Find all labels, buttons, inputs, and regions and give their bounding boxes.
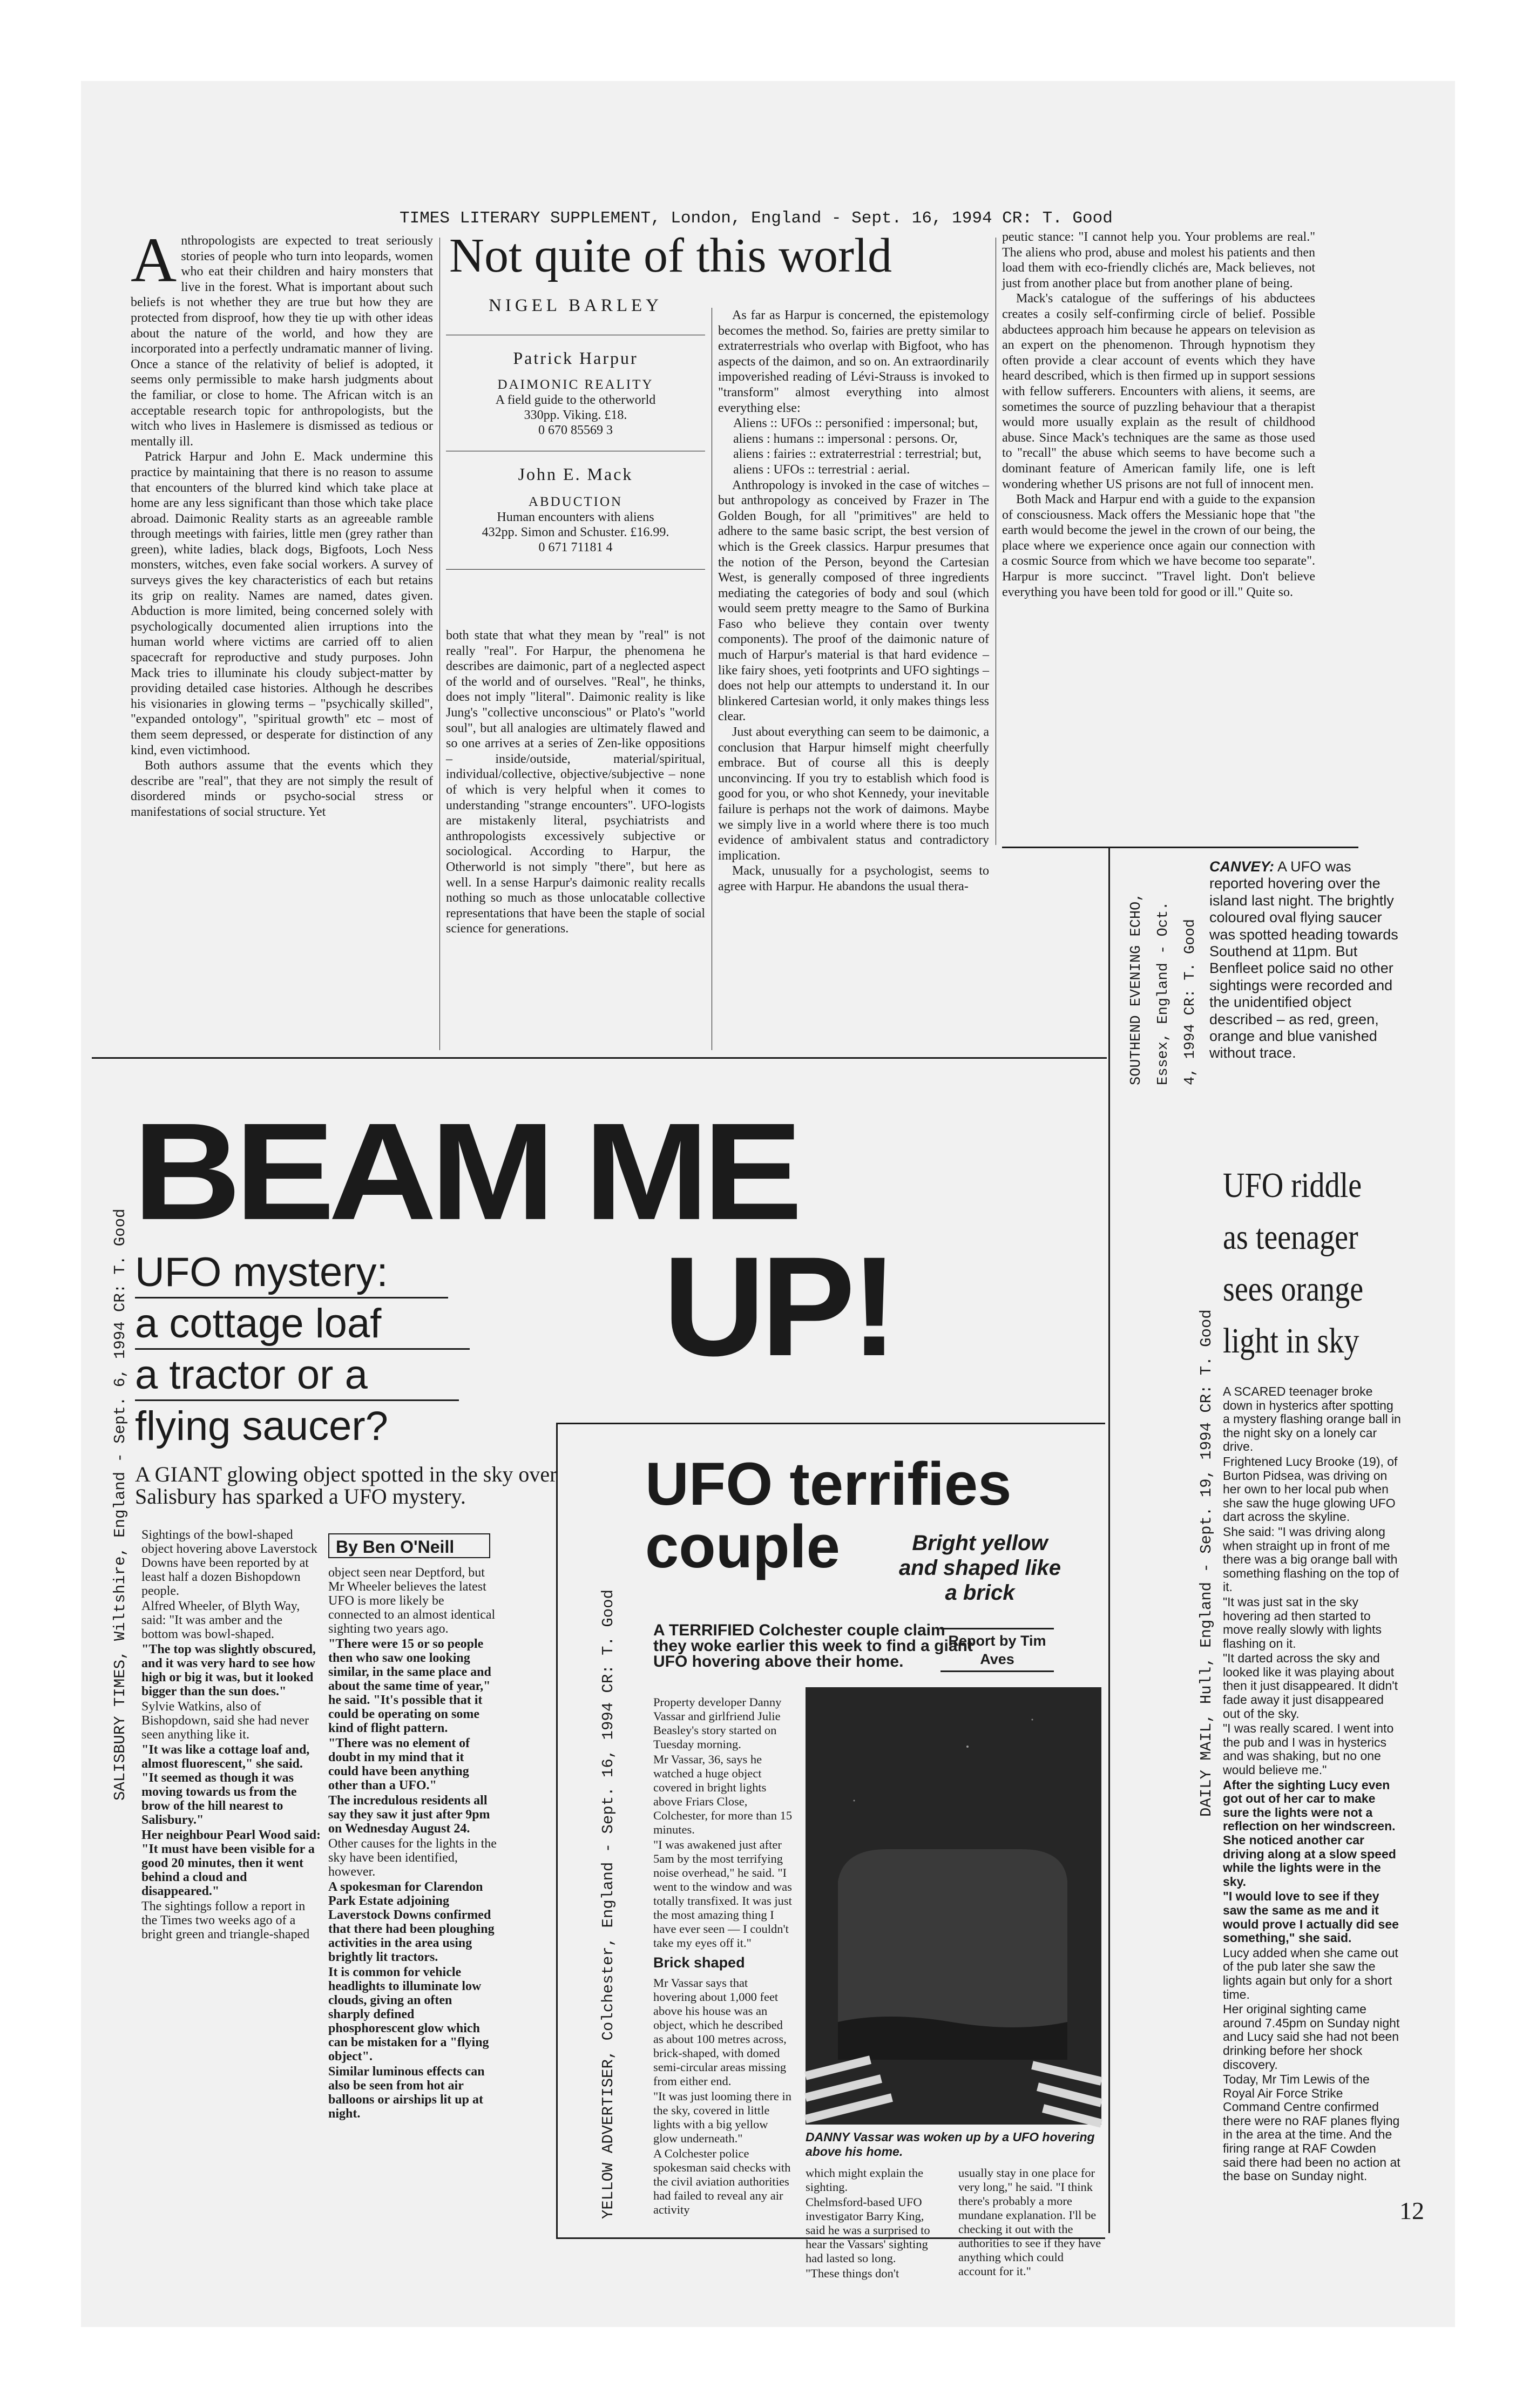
hull-paragraph: "It was just sat in the sky hovering ad then started to move really slowly with lights flashing on it. [1223, 1594, 1382, 1651]
salisbury-paragraph: object seen near Deptford, but Mr Wheeler believes the latest UFO is more likely be connected to an almost identical sighting two years ago. [328, 1566, 496, 1636]
yellow-headline-2: couple [645, 1513, 840, 1580]
salisbury-paragraph: A spokesman for Clarendon Park Estate adjoining Laverstock Downs confirmed that there had been ploughing activities in the area using brightly lit tractors. [328, 1880, 495, 1964]
yellow-paragraph: "It was just looming there in the sky, covered in little lights with a big yellow glow underneath." [653, 2089, 792, 2145]
review-column-1 [131, 225, 433, 1053]
hull-paragraph: "It darted across the sky and looked like it was playing about then it just disappeared. It didn't fade away it just disappeared out of the sky. [1223, 1651, 1398, 1721]
yellow-paragraph: usually stay in one place for very long," he said. "I think there's probably a more mundane explanation. I'll be checking it out with the authorities to see if they have anything which could account for it." [958, 2166, 1101, 2278]
hull-paragraph: She said: "I was driving along when straight up in front of me there was a big orange ball with something flashing on the top of it. [1223, 1524, 1399, 1594]
salisbury-byline: By Ben O'Neill [328, 1533, 490, 1558]
yellow-paragraph: "These things don't [806, 2267, 899, 2280]
up-headline: UP! [663, 1227, 894, 1385]
book2-isbn: 0 671 71181 4 [538, 540, 613, 554]
salisbury-subhead-1: a cottage loaf [135, 1301, 382, 1347]
yellow-column-1 [653, 1695, 794, 2235]
hull-credit: DAILY MAIL, Hull, England - Sept. 19, 1994 CR: T. Good [1197, 1309, 1215, 1817]
salisbury-paragraph: "It was like a cottage loaf and, almost fluorescent," she said. "It seemed as though it was moving towards us from the brow of the hill nearest to Salisbury." [141, 1743, 310, 1827]
hull-story [1223, 1384, 1401, 2183]
hull-paragraph: Frightened Lucy Brooke (19), of Burton Pidsea, was driving on her own to her local pub when she saw the huge glowing UFO dart across the skyline. [1223, 1454, 1398, 1524]
book-info-box [446, 335, 705, 570]
yellow-paragraph: "I was awakened just after 5am by the most terrifying noise overhead," he said. "I went to the window and was totally transfixed. It was just the most amazing thing I have ever seen — I couldn't take my eyes off it." [653, 1838, 792, 1950]
canvey-left-rule [1108, 847, 1110, 1100]
review-paragraph: Aliens :: UFOs :: personified : impersonal; but, aliens : humans :: impersonal : persons. Or, aliens : fairies :: extraterrestrial : terrestrial; but, aliens : UFOs :: terrestrial : aerial. [733, 416, 982, 477]
salisbury-paragraph: Other causes for the lights in the sky have been identified, however. [328, 1837, 497, 1879]
canvey-lead: CANVEY: [1209, 858, 1275, 875]
salisbury-paragraph: Similar luminous effects can also be seen from hot air balloons or airships lit up at night. [328, 2065, 485, 2121]
canvey-credit-2: Essex, England - Oct. [1155, 901, 1172, 1085]
salisbury-standfirst: A GIANT glowing object spotted in the sky over Salisbury has sparked a UFO mystery. [135, 1462, 557, 1509]
drop-cap: A [131, 225, 177, 295]
salisbury-paragraph: Sightings of the bowl-shaped object hovering above Laverstock Downs have been reported by at least half a dozen Bishopdown people. [141, 1528, 317, 1598]
review-paragraph: Anthropology is invoked in the case of witches – but anthropology as conceived by Frazer in The Golden Bough, for all "primitives" are held to adhere to the same basic script, the best version of which is the Greek classics. Harpur presumes that the notion of the Person, beyond the Cartesian West, is generally composed of three ingredients mediating the categories of body and soul (which would seem pretty meagre to the Samo of Burkina Faso who believe they contain over twenty components). The proof of the daimonic nature of much of Harpur's material is that hard evidence – like fairy shoes, yeti footprints and UFO sightings – does not help our attempts to understand it. In our blinkered Cartesian world, it only makes things less clear. [718, 478, 989, 724]
hull-paragraph: "I would love to see if they saw the same as me and it would prove I actually did see something," she said. [1223, 1889, 1399, 1945]
book1-isbn: 0 670 85569 3 [538, 423, 613, 437]
review-paragraph: Mack's catalogue of the sufferings of his abductees creates a cosily self-confirming circle of belief. Possible abductees approach him because he appears on television as an expert on the phenomenon. Through hypnotism they often provide a clear account of events which they have heard described, which is then firmed up in support sessions with fellow sufferers. Encounters with aliens, it seems, are sometimes the source of puzzling behaviour that a therapist would more usually explain as the result of childhood abuse. Since Mack's techniques are the same as those used to "recall" the abuse which seems to have become such a dominant feature of American family life, one is left wondering whether US prisons are not full of innocent men. [1002, 292, 1315, 491]
headline-underline [135, 1399, 459, 1401]
canvey-story [1209, 858, 1409, 1062]
yellow-headline-1: UFO terrifies [645, 1450, 1012, 1518]
section-divider [92, 1057, 1107, 1059]
review-paragraph: As far as Harpur is concerned, the epistemology becomes the method. So, fairies are pretty similar to extraterrestrials who overlap with Bigfoot, who has aspects of the daimon, and so on. An extraordinarily impoverished reading of Lévi-Strauss is invoked to "transform" almost everything into almost everything else: [718, 308, 989, 415]
headline-underline [135, 1297, 448, 1298]
yellow-column-3 [958, 2166, 1101, 2278]
salisbury-paragraph: "There were 15 or so people then who saw one looking similar, in the same place and about the same time of year," he said. "It's possible that it could be operating on some kind of flight pattern. [328, 1637, 491, 1735]
salisbury-column-1 [141, 1528, 322, 1949]
hull-paragraph: Her original sighting came around 7.45pm on Sunday night and Lucy said she had not been drinking before her shock discovery. [1223, 2002, 1400, 2072]
hull-paragraph: After the sighting Lucy even got out of her car to make sure the lights were not a reflection on her windscreen. She noticed another car driving along at a slow speed while the lights were in the sky. [1223, 1777, 1396, 1889]
photo-caption: DANNY Vassar was woken up by a UFO hovering above his home. [806, 2130, 1095, 2159]
yellow-kicker: Bright yellow and shaped like a brick [898, 1531, 1061, 1605]
yellow-column-2 [806, 2166, 946, 2280]
review-paragraph: nthropologists are expected to treat seriously stories of people who turn into leopards, women who eat their children and hairy monsters that live in the forest. What is important about such beliefs is not whether they are true but how they are protected from disproof, how they tie up with other ideas about the nature of the world, and how they are incorporated into a perfectly undramatic manner of living. Once a stance of the relativity of belief is adopted, it seems only permissible to make harsh judgments about the familiar, or close to home. The African witch is an acceptable research topic for anthropologists, but the witch who lives in Haslemere is dismissed as tedious or mentally ill. [131, 234, 433, 449]
yellow-paragraph: which might explain the sighting. [806, 2166, 924, 2194]
review-column-2 [446, 628, 705, 1052]
hull-paragraph: "I was really scared. I went into the pub and I was in hysterics and was shaking, but no one would believe me." [1223, 1721, 1394, 1777]
yellow-paragraph: Property developer Danny Vassar and girlfriend Julie Beasley's story started on Tuesday morning. [653, 1695, 782, 1751]
salisbury-paragraph: Her neighbour Pearl Wood said: "It must have been visible for a good 20 minutes, then it went behind a cloud and disappeared." [141, 1828, 321, 1898]
yellow-paragraph: Mr Vassar, 36, says he watched a huge object covered in bright lights above Friars Close, Colchester, for more than 15 minutes. [653, 1753, 793, 1836]
salisbury-paragraph: The sightings follow a report in the Times two weeks ago of a bright green and triangle-shaped [141, 1899, 310, 1942]
column-divider [439, 238, 440, 1050]
salisbury-subhead-2: a tractor or a [135, 1352, 368, 1398]
yellow-subhead: Brick shaped [653, 1954, 745, 1971]
top-source-credit: TIMES LITERARY SUPPLEMENT, London, England - Sept. 16, 1994 CR: T. Good [400, 209, 1113, 228]
yellow-paragraph: A Colchester police spokesman said checks with the civil aviation authorities had failed to reveal any air activity [653, 2147, 791, 2216]
review-column-4 [1002, 229, 1315, 840]
book1-author: Patrick Harpur [513, 348, 638, 368]
book2-title: ABDUCTION [528, 495, 623, 509]
hull-paragraph: A SCARED teenager broke down in hysterics after spotting a mystery flashing orange ball in the night sky on a lonely car drive. [1223, 1384, 1401, 1454]
salisbury-column-2 [328, 1566, 497, 2138]
book2-details: 432pp. Simon and Schuster. £16.99. [482, 525, 669, 539]
canvey-credit-1: SOUTHEND EVENING ECHO, [1128, 892, 1145, 1085]
yellow-standfirst: A TERRIFIED Colchester couple claim they woke earlier this week to find a giant UFO hovering above their home. [653, 1621, 973, 1670]
salisbury-paragraph: The incredulous residents all say they saw it just after 9pm on Wednesday August 24. [328, 1794, 490, 1836]
book2-author: John E. Mack [518, 464, 633, 484]
salisbury-paragraph: It is common for vehicle headlights to illuminate low clouds, giving an often sharply defined phosphorescent glow which can be mistaken for a "flying object". [328, 1965, 489, 2064]
hull-paragraph: Lucy added when she came out of the pub later she saw the lights again but only for a short time. [1223, 1945, 1398, 2001]
info-rule [446, 569, 705, 570]
book1-title: DAIMONIC REALITY [497, 377, 654, 392]
canvey-text: A UFO was reported hovering over the island last night. The brightly coloured oval flying saucer was spotted heading towards Southend at 11pm. But Benfleet police said no other sightings were recorded and the unidentified object described – as red, green, orange and blue vanished without trace. [1209, 858, 1398, 1061]
review-byline: NIGEL BARLEY [489, 296, 662, 315]
review-paragraph: Patrick Harpur and John E. Mack undermine this practice by maintaining that there is no reason to assume that encounters of the blurred kind which take place at home are any less significant than those which take place abroad. Daimonic Reality starts as an agreeable ramble through meetings with fairies, little men (grey rather than green), white ladies, black dogs, Bigfoots, Loch Ness monsters, witches, even fake social workers. A survey of surveys gives the key characteristics of each but retains its grip on reality. Names are named, dates given. Abduction is more limited, being concerned solely with psychologically documented alien irruptions into the human world where victims are carried off to alien spacecraft for reproductive and study purposes. John Mack tries to illuminate his cloudy subject-matter by providing detailed case histories. Although he describes his visionaries in glowing terms – "psychically skilled", "expanded ontology", "spiritual growth" etc – most of them seem depressed, or desperate for distinction of any kind, even victimhood. [131, 450, 433, 757]
clipping-page [81, 81, 1455, 2327]
salisbury-subhead-3: flying saucer? [135, 1403, 388, 1449]
review-paragraph: peutic stance: "I cannot help you. Your problems are real." The aliens who prod, abuse and molest his patients and then load them with eco-friendly clichés are, Mack believes, not just from another place but from another plane of being. [1002, 230, 1315, 290]
night-sky-illustration [806, 1687, 1101, 2125]
salisbury-credit: SALISBURY TIMES, Wiltshire, England - Sept. 6, 1994 CR: T. Good [111, 1208, 129, 1801]
yellow-byline: Report by Tim Aves [940, 1628, 1054, 1672]
book1-subtitle: A field guide to the otherworld [495, 393, 656, 407]
ufo-photo [806, 1687, 1101, 2125]
salisbury-paragraph: "There was no element of doubt in my mind that it could have been anything other than a UFO." [328, 1736, 470, 1793]
yellow-paragraph: Mr Vassar says that hovering about 1,000 feet above his house was an object, which he described as about 100 metres across, brick-shaped, with domed semi-circular areas missing from either end. [653, 1976, 787, 2088]
yellow-credit: YELLOW ADVERTISER, Colchester, England - Sept. 16, 1994 CR: T. Good [599, 1589, 617, 2219]
page-number: 12 [1399, 2197, 1424, 2224]
hull-headline: UFO riddle as teenager sees orange light in sky [1223, 1166, 1364, 1361]
review-paragraph: Both Mack and Harpur end with a guide to the expansion of consciousness. Mack offers the Messianic hope that "the earth would become the jewel in the crown of our being, the place where we experience once again our connection with a cosmic Source from which we have become too separate". Harpur is more succinct. "Travel light. Don't believe everything you have been told for good or ill." Quite so. [1002, 492, 1315, 599]
canvey-credit-3: 4, 1994 CR: T. Good [1182, 919, 1199, 1085]
salisbury-paragraph: Alfred Wheeler, of Blyth Way, said: "It was amber and the bottom was bowl-shaped. [141, 1599, 300, 1641]
salisbury-paragraph: Sylvie Watkins, also of Bishopdown, said she had never seen anything like it. [141, 1700, 309, 1742]
review-column-3 [718, 308, 989, 1053]
review-paragraph: Both authors assume that the events which they describe are "real", that they are not simply the result of disordered minds or psycho-social stress or manifestations of social structure. Yet [131, 759, 433, 819]
review-paragraph: both state that what they mean by "real" is not really "real". For Harpur, the phenomena he describes are daimonic, part of a neglected aspect of the world and of ourselves. "Real", he thinks, does not imply "literal". Daimonic reality is like Jung's "collective unconscious" or Plato's "world soul", but all analogies are ultimately flawed and so one arrives at a series of Zen-like oppositions – inside/outside, material/spiritual, individual/collective, objective/subjective – none of which is very helpful when it comes to understanding "strange encounters". UFO-logists are mistakenly literal, psychiatrists and anthropologists excessively subjective or sociological. According to Harpur, the Otherworld is not simply "there", but here as well. In a sense Harpur's daimonic reality recalls nothing so much as those unlocatable collective representations that have been the staple of social science for generations. [446, 628, 705, 936]
review-paragraph: Mack, unusually for a psychologist, seems to agree with Harpur. He abandons the usual thera- [718, 864, 989, 894]
headline-underline [135, 1348, 470, 1350]
book2-subtitle: Human encounters with aliens [497, 510, 654, 524]
salisbury-headline: UFO mystery: [135, 1249, 388, 1295]
review-paragraph: Just about everything can seem to be daimonic, a conclusion that Harpur himself might cheerfully embrace. But of course all this is deeply unconvincing. If you try to establish which food is good for you, or who shot Kennedy, your inevitable failure is perhaps not the work of daimons. Maybe we simply live in a world where there is too much evidence of ambivalent status and contradictory implication. [718, 725, 989, 863]
review-title: Not quite of this world [449, 229, 892, 282]
salisbury-paragraph: "The top was slightly obscured, and it was very hard to see how high or big it was, but it looked bigger than the sun does." [141, 1642, 316, 1699]
yellow-paragraph: Chelmsford-based UFO investigator Barry King, said he was a surprised to hear the Vassars' sighting had lasted so long. [806, 2195, 930, 2265]
beam-me-headline: BEAM ME [133, 1094, 796, 1249]
canvey-top-rule [1002, 847, 1358, 848]
hull-paragraph: Today, Mr Tim Lewis of the Royal Air Force Strike Command Centre confirmed there were no RAF planes flying in the area at the time. And the firing range at RAF Cowden said there had been no action at the base on Sunday night. [1223, 2072, 1400, 2183]
book1-details: 330pp. Viking. £18. [524, 408, 627, 422]
